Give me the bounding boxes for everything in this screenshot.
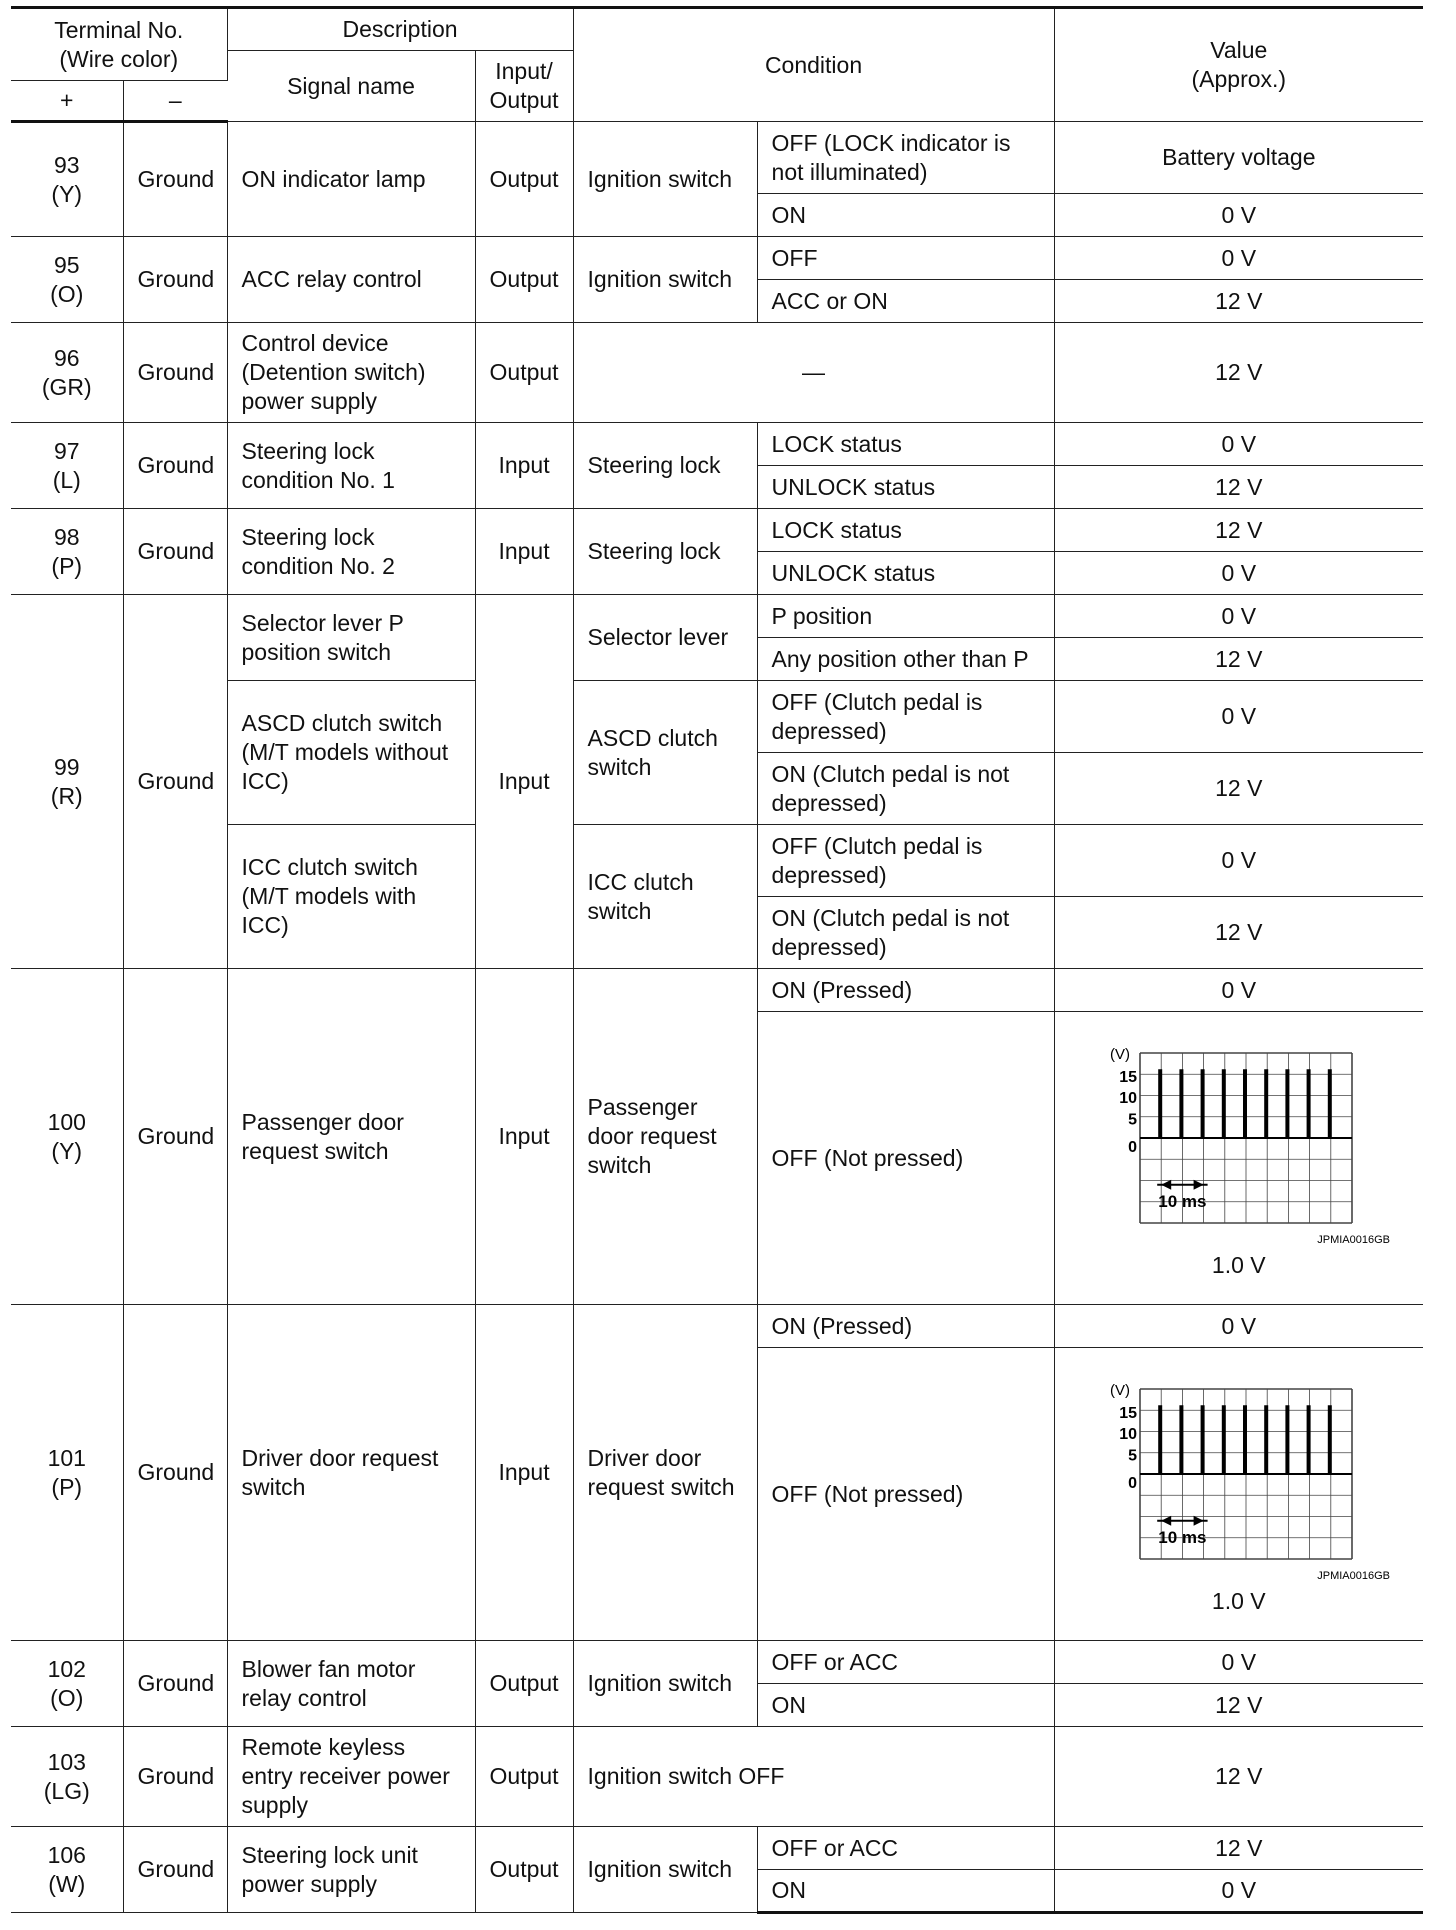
ground-cell: Ground <box>123 323 227 423</box>
state-cell: OFF (Clutch pedal is depressed) <box>757 825 1054 897</box>
table-row <box>11 595 1423 638</box>
table-row <box>11 509 1423 552</box>
value-cell: 1.0 V <box>1211 1251 1266 1278</box>
value-cell: 0 V <box>1054 969 1423 1012</box>
value-cell: 12 V <box>1054 1684 1423 1727</box>
value-cell: 0 V <box>1054 1305 1423 1348</box>
table-row <box>11 122 1423 194</box>
ground-cell: Ground <box>123 122 227 237</box>
value-cell: 12 V <box>1054 1727 1423 1827</box>
ground-cell: Ground <box>123 1727 227 1827</box>
value-cell: 0 V <box>1054 1641 1423 1684</box>
waveform-trace <box>1140 1406 1352 1474</box>
state-cell: ON (Clutch pedal is not depressed) <box>757 753 1054 825</box>
value-cell: 12 V <box>1054 509 1423 552</box>
waveform-graph <box>1084 1373 1394 1583</box>
signal-cell: ASCD clutch switch (M/T models without ICC) <box>227 681 475 825</box>
value-cell: 12 V <box>1054 1827 1423 1870</box>
header-signal-name: Signal name <box>227 51 475 122</box>
table-row <box>11 1727 1423 1827</box>
waveform-cell <box>1054 1012 1423 1305</box>
state-cell: OFF or ACC <box>757 1827 1054 1870</box>
terminal-cell: 98 (P) <box>11 509 123 595</box>
value-cell: 0 V <box>1054 552 1423 595</box>
waveform-trace <box>1140 1070 1352 1138</box>
terminal-cell: 102 (O) <box>11 1641 123 1727</box>
value-cell: 12 V <box>1054 638 1423 681</box>
state-cell: OFF (Not pressed) <box>757 1012 1054 1305</box>
terminal-cell: 100 (Y) <box>11 969 123 1305</box>
waveform-tick-label: 0 <box>1127 1474 1137 1492</box>
signal-cell: Remote keyless entry receiver power supply <box>227 1727 475 1827</box>
condition-cell: Ignition switch <box>573 1641 757 1727</box>
state-cell: OFF (LOCK indicator is not illuminated) <box>757 122 1054 194</box>
header-input-output: Input/ Output <box>475 51 573 122</box>
signal-cell: Steering lock condition No. 1 <box>227 423 475 509</box>
figure-code: JPMIA0016GB <box>1317 1569 1390 1582</box>
header-terminal: Terminal No. (Wire color) <box>11 8 227 81</box>
ground-cell: Ground <box>123 237 227 323</box>
condition-cell: Ignition switch <box>573 1827 757 1913</box>
table-row <box>11 323 1423 423</box>
value-cell: 0 V <box>1054 423 1423 466</box>
table-row <box>11 423 1423 466</box>
ground-cell: Ground <box>123 1641 227 1727</box>
ground-cell: Ground <box>123 1827 227 1913</box>
io-cell: Output <box>475 122 573 237</box>
signal-cell: Control device (Detention switch) power supply <box>227 323 475 423</box>
ground-cell: Ground <box>123 969 227 1305</box>
state-cell: UNLOCK status <box>757 466 1054 509</box>
io-cell: Input <box>475 423 573 509</box>
condition-cell: Ignition switch <box>573 237 757 323</box>
table-row <box>11 969 1423 1012</box>
state-cell: OFF <box>757 237 1054 280</box>
value-cell: 12 V <box>1054 466 1423 509</box>
value-cell: 0 V <box>1054 681 1423 753</box>
condition-cell: Passenger door request switch <box>573 969 757 1305</box>
signal-cell: ACC relay control <box>227 237 475 323</box>
signal-cell: Selector lever P position switch <box>227 595 475 681</box>
condition-cell: ASCD clutch switch <box>573 681 757 825</box>
condition-cell: Ignition switch OFF <box>573 1727 1054 1827</box>
table-row <box>11 237 1423 280</box>
value-cell: 12 V <box>1054 323 1423 423</box>
signal-cell: Passenger door request switch <box>227 969 475 1305</box>
header-description: Description <box>227 8 573 51</box>
state-cell: UNLOCK status <box>757 552 1054 595</box>
terminal-cell: 99 (R) <box>11 595 123 969</box>
signal-cell: Blower fan motor relay control <box>227 1641 475 1727</box>
time-scale-label: 10 ms <box>1158 1527 1207 1547</box>
condition-cell: Ignition switch <box>573 122 757 237</box>
value-cell: 12 V <box>1054 897 1423 969</box>
terminal-cell: 103 (LG) <box>11 1727 123 1827</box>
state-cell: LOCK status <box>757 509 1054 552</box>
ground-cell: Ground <box>123 423 227 509</box>
io-cell: Output <box>475 1827 573 1913</box>
io-cell: Output <box>475 237 573 323</box>
header-plus: + <box>11 81 123 122</box>
terminal-cell: 95 (O) <box>11 237 123 323</box>
value-cell: 1.0 V <box>1211 1587 1266 1614</box>
state-cell: ON <box>757 1870 1054 1913</box>
io-cell: Output <box>475 1641 573 1727</box>
terminal-cell: 101 (P) <box>11 1305 123 1641</box>
value-cell: 0 V <box>1054 825 1423 897</box>
io-cell: Input <box>475 969 573 1305</box>
value-cell: 0 V <box>1054 237 1423 280</box>
waveform-graph <box>1084 1037 1394 1247</box>
terminal-cell: 106 (W) <box>11 1827 123 1913</box>
state-cell: OFF (Clutch pedal is depressed) <box>757 681 1054 753</box>
state-cell: OFF (Not pressed) <box>757 1348 1054 1641</box>
signal-cell: ON indicator lamp <box>227 122 475 237</box>
waveform-tick-label: 10 <box>1118 1089 1137 1107</box>
io-cell: Output <box>475 323 573 423</box>
signal-cell: Steering lock condition No. 2 <box>227 509 475 595</box>
state-cell: OFF or ACC <box>757 1641 1054 1684</box>
state-cell: ON (Pressed) <box>757 1305 1054 1348</box>
waveform-tick-label: 10 <box>1118 1425 1137 1443</box>
condition-cell: Steering lock <box>573 423 757 509</box>
header-value: Value (Approx.) <box>1054 8 1423 122</box>
value-cell: 0 V <box>1054 1870 1423 1913</box>
condition-cell: Selector lever <box>573 595 757 681</box>
state-cell: ON (Clutch pedal is not depressed) <box>757 897 1054 969</box>
signal-cell: Steering lock unit power supply <box>227 1827 475 1913</box>
state-cell: ON <box>757 1684 1054 1727</box>
terminal-cell: 97 (L) <box>11 423 123 509</box>
condition-cell: Driver door request switch <box>573 1305 757 1641</box>
terminal-cell: 96 (GR) <box>11 323 123 423</box>
terminal-cell: 93 (Y) <box>11 122 123 237</box>
signal-cell: ICC clutch switch (M/T models with ICC) <box>227 825 475 969</box>
state-cell: Any position other than P <box>757 638 1054 681</box>
ground-cell: Ground <box>123 1305 227 1641</box>
state-cell: ON (Pressed) <box>757 969 1054 1012</box>
waveform-unit: (V) <box>1109 1045 1130 1063</box>
waveform-tick-label: 5 <box>1127 1447 1137 1464</box>
table-row <box>11 1305 1423 1348</box>
io-cell: Input <box>475 509 573 595</box>
value-cell: Battery voltage <box>1054 122 1423 194</box>
value-cell: 12 V <box>1054 280 1423 323</box>
figure-code: JPMIA0016GB <box>1317 1233 1390 1246</box>
value-cell: 0 V <box>1054 595 1423 638</box>
ground-cell: Ground <box>123 509 227 595</box>
state-cell: ACC or ON <box>757 280 1054 323</box>
state-cell: LOCK status <box>757 423 1054 466</box>
state-cell: ON <box>757 194 1054 237</box>
value-cell: 12 V <box>1054 753 1423 825</box>
io-cell: Input <box>475 1305 573 1641</box>
header-condition: Condition <box>573 8 1054 122</box>
waveform-tick-label: 15 <box>1118 1068 1137 1086</box>
time-scale-label: 10 ms <box>1158 1191 1207 1211</box>
state-cell: P position <box>757 595 1054 638</box>
io-cell: Output <box>475 1727 573 1827</box>
table-row <box>11 1827 1423 1870</box>
waveform-tick-label: 0 <box>1127 1138 1137 1156</box>
ground-cell: Ground <box>123 595 227 969</box>
io-cell: Input <box>475 595 573 969</box>
waveform-unit: (V) <box>1109 1381 1130 1399</box>
signal-cell: Driver door request switch <box>227 1305 475 1641</box>
header-minus: – <box>123 81 227 122</box>
waveform-tick-label: 5 <box>1127 1111 1137 1128</box>
value-cell: 0 V <box>1054 194 1423 237</box>
waveform-tick-label: 15 <box>1118 1404 1137 1422</box>
waveform-cell <box>1054 1348 1423 1641</box>
table-row <box>11 1641 1423 1684</box>
condition-cell: — <box>573 323 1054 423</box>
terminal-spec-table <box>11 6 1423 1914</box>
condition-cell: ICC clutch switch <box>573 825 757 969</box>
condition-cell: Steering lock <box>573 509 757 595</box>
